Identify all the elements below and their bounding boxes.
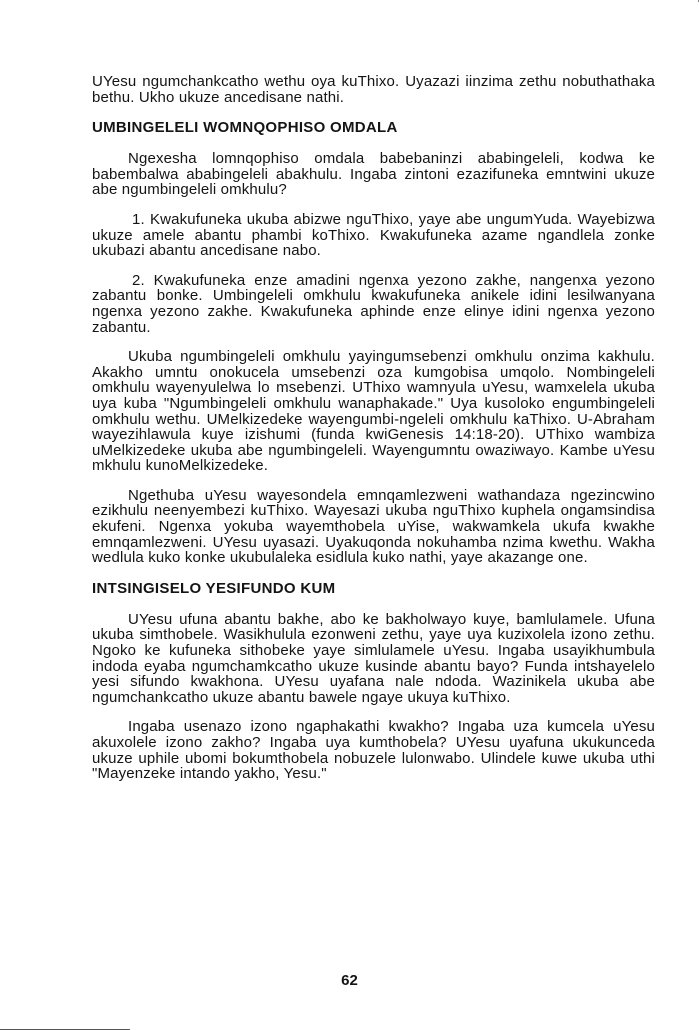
body-paragraph: Ingaba usenazo izono ngaphakathi kwakho? Ingaba uza kumcela uYesu akuxolele izono zakho? Ingaba uya kumthobela? UYesu uyafuna ukukunceda ukuze uphile ubomi bokumthobela nobuzele lulonwabo. Ulindele kuwe ukuba uthi "Mayenzeke intando yakho, Yesu."	[92, 718, 655, 783]
body-paragraph: Ngethuba uYesu wayesondela emnqamlezweni wathandaza ngezincwino ezikhulu neenyembezi kuThixo. Wayesazi ukuba nguThixo kuphela ongamsindisa ekufeni. Ngenxa yokuba wayemthobela uYise, wakwamkela ukufa kwakhe emnqamlezweni. UYesu uyasazi. Uyakuqonda nokuhamba nzima kwethu. Wakha wedlula kuko konke ukubulaleka esidlula kuko nathi, yaye akazange one.	[92, 486, 655, 567]
numbered-paragraph: 1. Kwakufuneka ukuba abizwe nguThixo, yaye abe ungumYuda. Wayebizwa ukuze amele abantu phambi koThixo. Kwakufuneka azame ngandlela zonke ukubazi abantu ancedisane nabo.	[92, 210, 655, 260]
body-paragraph: Ukuba ngumbingeleli omkhulu yayingumsebenzi omkhulu onzima kakhulu. Akakho umntu onokucela umsebenzi oza kumgobisa umqolo. Nombingeleli omkhulu wayenyulelwa lo msebenzi. UThixo wamnyula uYesu, wamxelela ukuba uya kuba "Ngumbingeleli omkhulu wanaphakade." Uya kusoloko engumbingeleli omkhulu wethu. UMelkizedeke wayengumbi-ngeleli omkhulu kaThixo. U-Abraham wayezihlawula kuye izishumi (funda kwiGenesis 14:18-20). UThixo wambiza uMelkizedeke ukuba abe ngumbingeleli. Wayengumntu owaziwayo. Kambe uYesu mkhulu kunoMelkizedeke.	[92, 348, 655, 475]
section-heading: UMBINGELELI WOMNQOPHISO OMDALA	[92, 119, 398, 137]
numbered-paragraph: 2. Kwakufuneka enze amadini ngenxa yezono zakhe, nangenxa yezono zabantu bonke. Umbingeleli omkhulu kwakufuneka anikele idini lesilwanyana ngenxa yezono zakhe. Kwakufuneka aphinde enze elinye idini ngenxa yezono zabantu.	[92, 271, 655, 336]
body-paragraph: UYesu ufuna abantu bakhe, abo ke bakholwayo kuye, bamlulamele. Ufuna ukuba simthobele. Wasikhulula ezonweni zethu, yaye uya kuzixolela izono zethu. Ngoko ke kufuneka sithobeke yaye simlulamele uYesu. Ingaba usayikhumbula indoda eyaba ngumchamkcatho ukuze kusinde abantu bayo? Funda intshayelelo yesi sifundo kwakhona. UYesu uyafana nale ndoda. Wazinikela ukuba abe ngumchankcatho ukuze abantu bawele ngaye ukuya kuThixo.	[92, 610, 655, 706]
section-heading: INTSINGISELO YESIFUNDO KUM	[92, 579, 336, 597]
page-number: 62	[341, 972, 358, 989]
intro-paragraph: UYesu ngumchankcatho wethu oya kuThixo. Uyazazi iinzima zethu nobuthathaka bethu. Ukho ukuze ancedisane nathi.	[92, 73, 655, 106]
page-content	[92, 74, 655, 782]
body-paragraph: Ngexesha lomnqophiso omdala babebaninzi ababingeleli, kodwa ke babembalwa ababingeleli abakhulu. Ingaba zintoni ezazifuneka emntwini ukuze abe ngumbingeleli omkhulu?	[92, 150, 655, 199]
